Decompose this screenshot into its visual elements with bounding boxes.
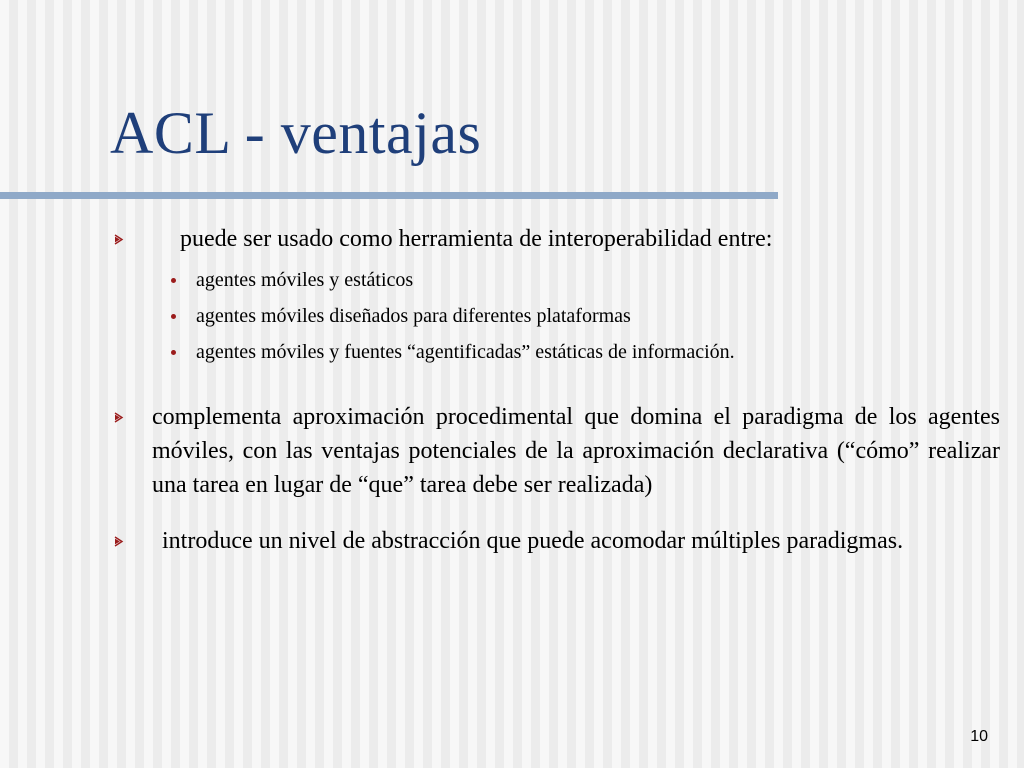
bullet-text: introduce un nivel de abstracción que puede acomodar múltiples paradigmas. xyxy=(162,528,904,554)
slide-title: ACL - ventajas xyxy=(110,100,482,166)
sub-bullet-item xyxy=(196,334,1000,370)
chevron-right-icon xyxy=(110,524,128,558)
chevron-right-icon xyxy=(110,222,128,256)
sub-bullet-text: agentes móviles y estáticos xyxy=(196,269,414,291)
page-number: 10 xyxy=(970,728,988,745)
dot-bullet-icon xyxy=(166,262,180,298)
bullet-item-introduce xyxy=(110,524,1000,558)
title-underline xyxy=(0,192,778,199)
sub-bullet-list xyxy=(110,262,1000,370)
bullet-item-interoperabilidad xyxy=(110,222,1000,256)
chevron-right-icon xyxy=(110,400,128,434)
sub-bullet-item xyxy=(196,262,1000,298)
dot-bullet-icon xyxy=(166,298,180,334)
sub-bullet-text: agentes móviles diseñados para diferentes plataformas xyxy=(196,305,631,327)
bullet-text: complementa aproximación procedimental que domina el paradigma de los agentes móviles, con las ventajas potenciales de la aproximación declarativa (“cómo” realizar una tarea en lugar de “que” tarea debe ser realizada) xyxy=(152,404,1000,498)
sub-bullet-item xyxy=(196,298,1000,334)
dot-bullet-icon xyxy=(166,334,180,370)
sub-bullet-text: agentes móviles y fuentes “agentificadas” estáticas de información. xyxy=(196,341,735,363)
bullet-item-complementa xyxy=(110,400,1000,502)
bullet-list xyxy=(110,222,1000,558)
bullet-text: puede ser usado como herramienta de interoperabilidad entre: xyxy=(180,226,773,252)
